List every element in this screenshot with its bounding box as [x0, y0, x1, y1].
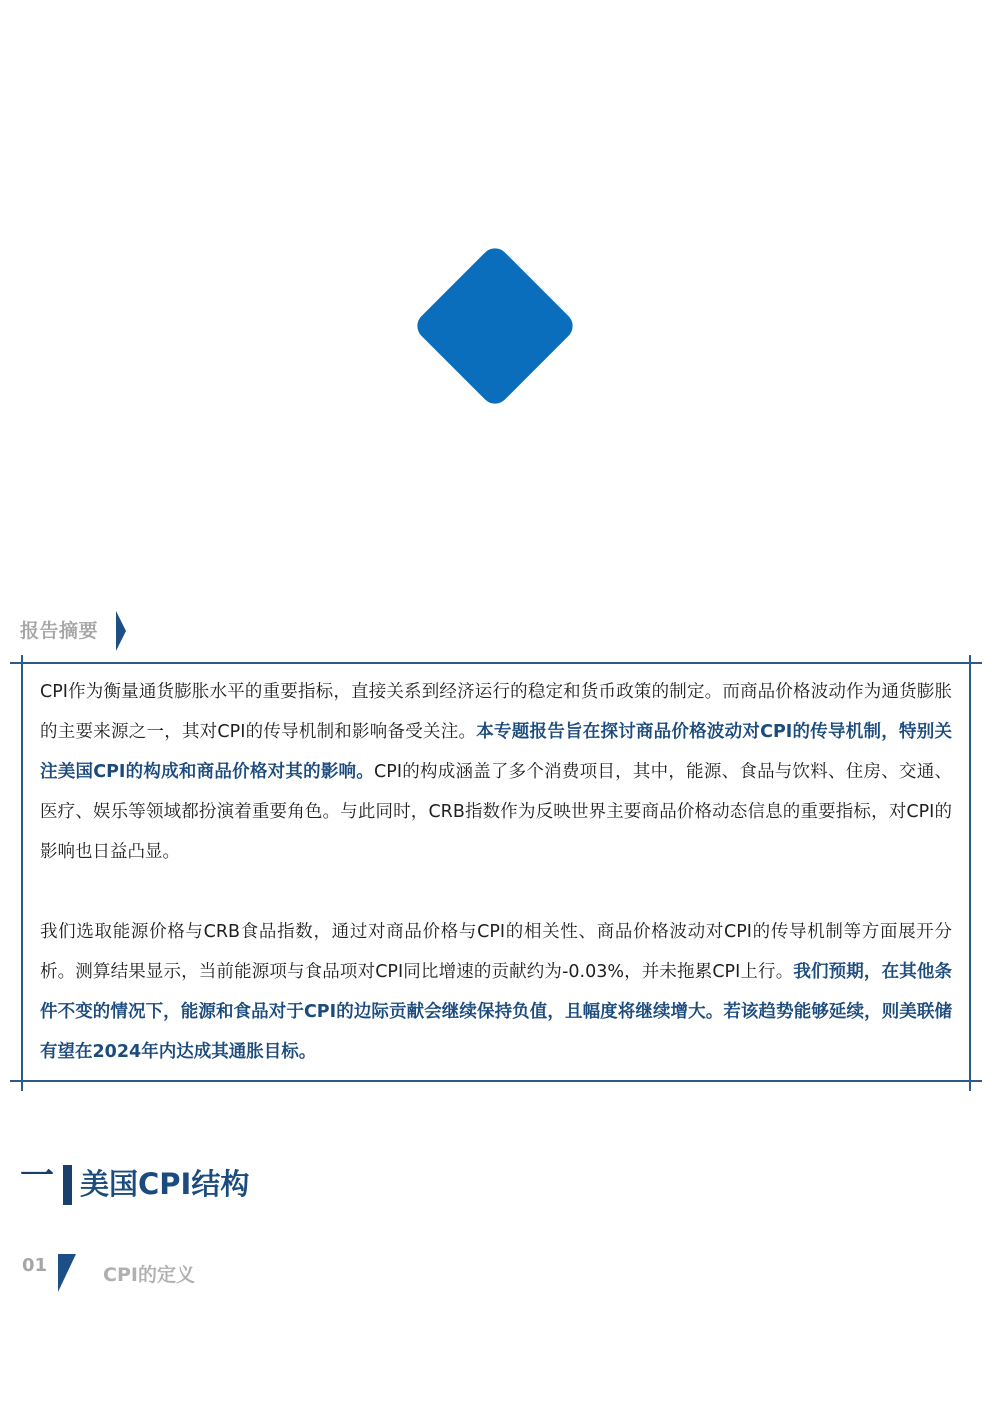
subsection-title: CPI的定义 — [103, 1264, 195, 1286]
summary-paragraph-2 — [40, 912, 952, 1072]
summary-p1-text-2: CPI的构成涵盖了多个消费项目，其中，能源、食品与饮料、住房、交通、医疗、娱乐等领域都扮演着重要角色。与此同时，CRB指数作为反映世界主要商品价格动态信息的重要指标，对CPI的影响也日益凸显。 — [40, 762, 952, 862]
subsection-number: 01 — [22, 1255, 48, 1276]
summary-box-top-rule — [10, 662, 982, 664]
summary-body — [40, 672, 952, 1072]
summary-p1-highlight: 本专题报告旨在探讨商品价格波动对CPI的传导机制，特别关注美国CPI的构成和商品价格对其的影响。 — [40, 722, 952, 782]
section-bar — [63, 1165, 72, 1205]
summary-box-bottom-rule — [10, 1080, 982, 1082]
summary-box-left-rule — [21, 655, 23, 1091]
summary-heading: 报告摘要 — [20, 620, 99, 642]
summary-paragraph-1 — [40, 672, 952, 872]
summary-p1-text-1: CPI作为衡量通货膨胀水平的重要指标，直接关系到经济运行的稳定和货币政策的制定。而商品价格波动作为通货膨胀的主要来源之一，其对CPI的传导机制和影响备受关注。 — [40, 682, 952, 742]
diamond-icon — [412, 243, 579, 410]
slash-icon — [58, 1254, 76, 1292]
section-title: 美国CPI结构 — [80, 1167, 250, 1201]
section-number: 一 — [20, 1156, 54, 1196]
summary-box-right-rule — [969, 655, 971, 1091]
summary-p2-highlight: 我们预期，在其他条件不变的情况下，能源和食品对于CPI的边际贡献会继续保持负值，且幅度将继续增大。若该趋势能够延续，则美联储有望在2024年内达成其通胀目标。 — [40, 962, 953, 1062]
chevron-right-icon — [116, 611, 126, 651]
summary-p2-text-1: 我们选取能源价格与CRB食品指数，通过对商品价格与CPI的相关性、商品价格波动对CPI的传导机制等方面展开分析。测算结果显示，当前能源项与食品项对CPI同比增速的贡献约为-0.03%，并未拖累CPI上行。 — [40, 922, 952, 982]
